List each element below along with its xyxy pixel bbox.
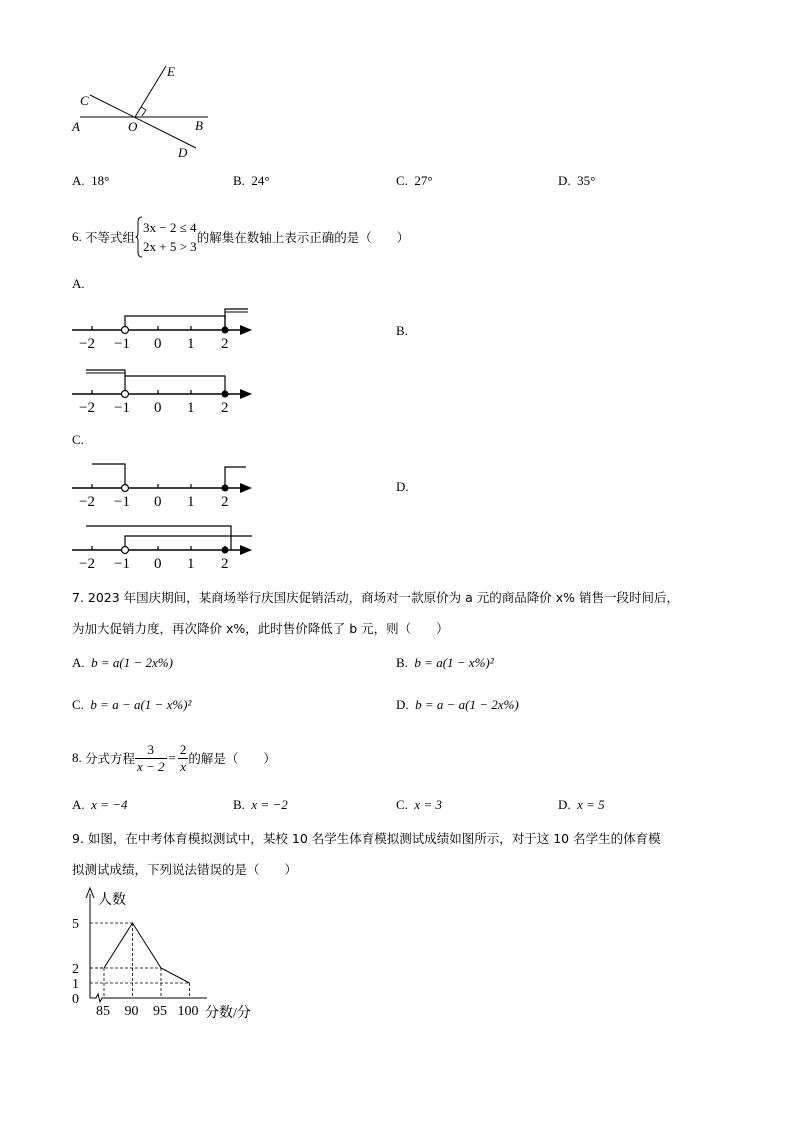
q6-number-line-a: [68, 300, 258, 352]
closed-dot: [222, 485, 229, 492]
q6-question: [72, 215, 409, 259]
option-label: C.: [396, 173, 408, 188]
q5-option-d[interactable]: [558, 173, 595, 189]
q6-number: 6.: [72, 229, 82, 244]
q8-option-b[interactable]: [233, 797, 288, 813]
option-label: D.: [558, 173, 571, 188]
open-dot: [122, 547, 129, 554]
option-label: B.: [396, 655, 408, 670]
open-dot: [122, 327, 129, 334]
numerator: 2: [179, 741, 187, 757]
option-label: A.: [72, 655, 85, 670]
q6-option-d-label[interactable]: D.: [396, 479, 409, 494]
label-c: C: [80, 93, 89, 108]
arrow-icon: [240, 483, 252, 493]
q8-fraction-1: [135, 742, 167, 775]
option-value: 18°: [91, 173, 110, 188]
y-tick-label: 1: [72, 977, 79, 992]
arrow-icon: [240, 325, 252, 335]
label-a: A: [72, 119, 80, 134]
solution-bracket: [125, 536, 252, 550]
tick-label: 1: [187, 556, 195, 572]
q6-number-line-b: [68, 364, 258, 416]
x-tick-label: 90: [124, 1004, 139, 1019]
tick-label: 2: [221, 556, 229, 572]
option-label: A.: [72, 173, 85, 188]
q9-line-chart: [62, 884, 272, 1024]
closed-dot: [222, 327, 229, 334]
solution-bracket: [125, 376, 225, 394]
tick-label: 1: [187, 400, 195, 416]
q8-question: [72, 737, 276, 779]
label-o: O: [128, 119, 138, 134]
y-axis-label: 人数: [98, 893, 126, 908]
tick-label: 0: [154, 556, 162, 572]
q6-ineq1: 3x − 2 ≤ 4: [143, 220, 197, 235]
option-label: A.: [72, 797, 85, 812]
option-label: B.: [233, 173, 245, 188]
option-value: x = −2: [251, 797, 288, 812]
tick-label: −2: [79, 400, 95, 416]
option-value: b = a − a(1 − 2x%): [415, 697, 519, 712]
option-value: b = a − a(1 − x%)²: [90, 697, 192, 712]
q6-option-b-label[interactable]: B.: [396, 323, 408, 338]
q5-angle-figure: [68, 60, 218, 165]
tick-label: 1: [187, 336, 195, 352]
option-value: b = a(1 − x%)²: [414, 655, 494, 670]
tick-label: 0: [154, 494, 162, 510]
option-label: C.: [396, 797, 408, 812]
q8-option-a[interactable]: [72, 797, 127, 813]
tick-label: −2: [79, 336, 95, 352]
q8-option-c[interactable]: [396, 797, 442, 813]
brace-icon: [135, 216, 143, 258]
tick-label: 0: [154, 336, 162, 352]
arrow-icon: [240, 545, 252, 555]
q7-line2: 为加大促销力度，再次降价 x%，此时售价降低了 b 元，则（ ）: [72, 621, 449, 636]
q9-line2: 拟测试成绩，下列说法错误的是（ ）: [72, 862, 298, 877]
tick-label: 2: [221, 336, 229, 352]
y-tick-label: 5: [72, 917, 79, 932]
q8-number: 8.: [72, 750, 82, 765]
x-tick-label: 100: [177, 1004, 199, 1019]
tick-label: −1: [114, 400, 130, 416]
option-value: b = a(1 − 2x%): [91, 655, 173, 670]
open-dot: [122, 485, 129, 492]
q7-line1: 7. 2023 年国庆期间，某商场举行庆国庆促销活动，商场对一款原价为 a 元的商品降价 x% 销售一段时间后，: [72, 590, 680, 605]
option-label: B.: [233, 797, 245, 812]
x-tick-label: 85: [96, 1004, 110, 1019]
q7-option-d[interactable]: [396, 697, 519, 713]
q8-suffix: 的解是（ ）: [188, 751, 276, 766]
q9-line1: 9. 如图，在中考体育模拟测试中，某校 10 名学生体育模拟测试成绩如图所示，对于这 10 名学生的体育模: [72, 831, 661, 846]
q5-option-c[interactable]: [396, 173, 433, 189]
q6-prefix: 不等式组: [85, 230, 136, 245]
arrow-icon: [240, 389, 252, 399]
option-value: x = 5: [577, 797, 605, 812]
tick-label: −2: [79, 494, 95, 510]
denominator: x − 2: [137, 758, 165, 774]
option-value: 27°: [414, 173, 433, 188]
q8-prefix: 分式方程: [85, 751, 136, 766]
closed-dot: [222, 547, 229, 554]
option-value: x = 3: [414, 797, 442, 812]
solution-bracket: [92, 464, 125, 488]
tick-label: −2: [79, 556, 95, 572]
q6-ineq2: 2x + 5 > 3: [143, 239, 197, 254]
solution-bracket: [125, 316, 225, 330]
option-label: D.: [558, 797, 571, 812]
label-e: E: [167, 64, 175, 79]
q7-option-b[interactable]: [396, 655, 494, 671]
tick-label: −1: [114, 336, 130, 352]
label-d: D: [178, 145, 188, 160]
option-label: C.: [72, 697, 84, 712]
q6-option-c-label[interactable]: C.: [72, 432, 84, 447]
x-tick-label: 95: [153, 1004, 167, 1019]
tick-label: −1: [114, 556, 130, 572]
y-tick-label: 0: [72, 992, 79, 1007]
q8-option-d[interactable]: [558, 797, 605, 813]
option-value: 35°: [577, 173, 596, 188]
q8-fraction-2: [178, 742, 189, 775]
tick-label: 0: [154, 400, 162, 416]
q7-option-c[interactable]: [72, 697, 191, 713]
tick-label: −1: [114, 494, 130, 510]
closed-dot: [222, 391, 229, 398]
q6-option-a-label[interactable]: A.: [72, 276, 85, 291]
tick-label: 2: [221, 494, 229, 510]
option-value: x = −4: [91, 797, 128, 812]
right-angle-mark: [141, 107, 146, 116]
line-oe: [135, 66, 166, 117]
numerator: 3: [135, 742, 167, 759]
q5-option-a[interactable]: [72, 173, 109, 189]
label-b: B: [195, 118, 203, 133]
denominator: x: [180, 758, 187, 774]
option-value: 24°: [251, 173, 270, 188]
q6-number-line-c: [68, 458, 258, 510]
q5-option-b[interactable]: [233, 173, 270, 189]
option-label: D.: [396, 697, 409, 712]
tick-label: 2: [221, 400, 229, 416]
y-tick-label: 2: [72, 962, 79, 977]
tick-label: 1: [187, 494, 195, 510]
series-line: [104, 923, 190, 983]
q6-number-line-d: [68, 520, 258, 572]
equals-sign: =: [168, 750, 176, 765]
x-axis-label: 分数/分: [205, 1006, 251, 1021]
q6-system: [143, 218, 197, 256]
q6-suffix: 的解集在数轴上表示正确的是（ ）: [196, 230, 410, 245]
q7-option-a[interactable]: [72, 655, 173, 671]
open-dot: [122, 391, 129, 398]
